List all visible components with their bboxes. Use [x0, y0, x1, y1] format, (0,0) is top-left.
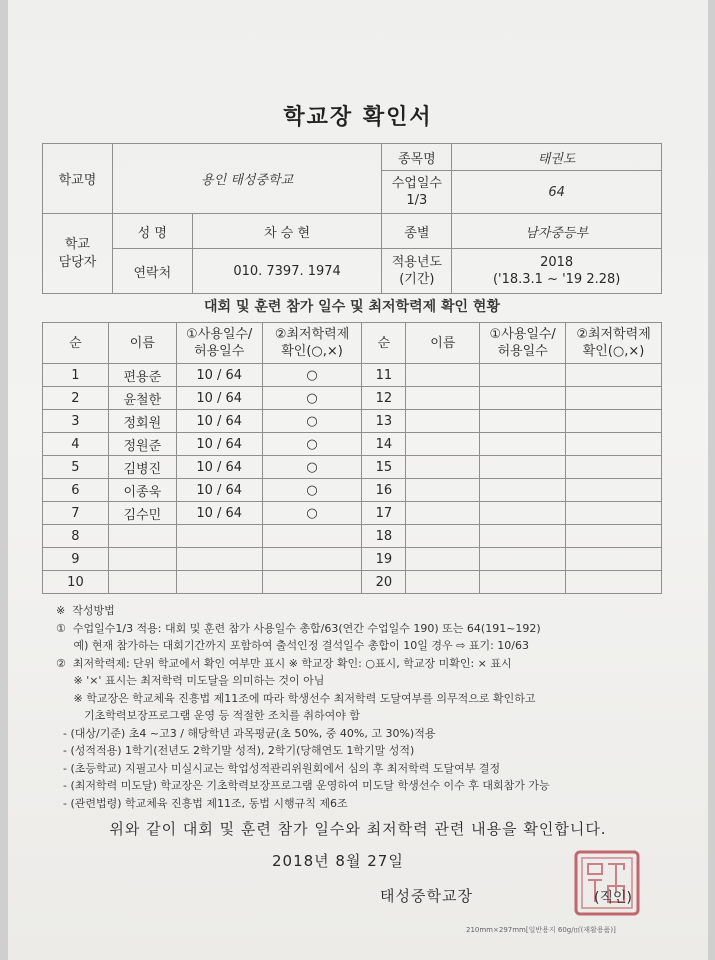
row-mark-2 — [566, 525, 662, 548]
roster-subtitle: 대회 및 훈련 참가 일수 및 최저학력제 확인 현황 — [204, 299, 500, 315]
roster-header-row — [43, 323, 662, 364]
row-name: 윤철한 — [108, 387, 176, 410]
official-seal-icon — [570, 848, 660, 920]
category-value: 남자중등부 — [452, 214, 662, 249]
table-row — [43, 433, 662, 456]
confirmation-statement: 위와 같이 대회 및 훈련 참가 일수와 최저학력 관련 내용을 확인합니다. — [109, 820, 607, 838]
row-no-2: 17 — [362, 502, 406, 525]
seal-label: (직인) — [594, 890, 632, 906]
row-no: 4 — [43, 433, 109, 456]
note-line: ※ '×' 표시는 최저학력 미도달을 의미하는 것이 아님 — [56, 674, 325, 687]
row-no: 8 — [43, 525, 109, 548]
period-value: 2018 ('18.3.1 ~ '19 2.28) — [452, 249, 662, 294]
contact-value: 010. 7397. 1974 — [192, 249, 382, 294]
note-line: ※ 학교장은 학교체육 진흥법 제11조에 따라 학생선수 최저학력 도달여부를 의무적으로 확인하고 — [56, 691, 536, 705]
row-no: 5 — [43, 456, 109, 479]
table-row — [43, 548, 662, 571]
row-mark: ○ — [262, 502, 362, 525]
note-line: 기초학력보장프로그램 운영 등 적절한 조치를 취하여야 함 — [56, 709, 360, 722]
row-days-2 — [480, 456, 566, 479]
row-name — [108, 548, 176, 571]
period-label: 적용년도 (기간) — [382, 249, 452, 294]
row-name-2 — [406, 387, 480, 410]
table-row — [43, 456, 662, 479]
row-mark: ○ — [262, 479, 362, 502]
row-days-2 — [480, 387, 566, 410]
issue-date: 2018년 8월 27일 — [272, 852, 404, 870]
row-name-2 — [406, 525, 480, 548]
row-no-2: 18 — [362, 525, 406, 548]
row-days-2 — [480, 410, 566, 433]
row-days — [176, 525, 262, 548]
row-days: 10 / 64 — [176, 433, 262, 456]
header-min: ②최저학력제 확인(○,×) — [262, 323, 362, 364]
note-line: - (대상/기준) 초4 ~고3 / 해당학년 과목평균(초 50%, 중 40%, 고 30%)적용 — [56, 726, 436, 740]
row-no: 10 — [43, 571, 109, 594]
row-mark-2 — [566, 456, 662, 479]
row-days-2 — [480, 548, 566, 571]
row-mark-2 — [566, 548, 662, 571]
row-no-2: 13 — [362, 410, 406, 433]
row-name: 김병진 — [108, 456, 176, 479]
row-mark: ○ — [262, 364, 362, 387]
header-name: 이름 — [108, 323, 176, 364]
row-no-2: 12 — [362, 387, 406, 410]
row-days: 10 / 64 — [176, 456, 262, 479]
row-name-2 — [406, 502, 480, 525]
row-no-2: 19 — [362, 548, 406, 571]
row-no-2: 15 — [362, 456, 406, 479]
note-line: ※ 작성방법 — [56, 604, 115, 617]
row-mark-2 — [566, 479, 662, 502]
row-no: 9 — [43, 548, 109, 571]
row-mark — [262, 571, 362, 594]
table-row — [43, 502, 662, 525]
row-no-2: 16 — [362, 479, 406, 502]
row-name-2 — [406, 479, 480, 502]
row-days-2 — [480, 571, 566, 594]
row-no: 7 — [43, 502, 109, 525]
row-mark: ○ — [262, 433, 362, 456]
header-name-2: 이름 — [406, 323, 480, 364]
table-row — [43, 479, 662, 502]
row-mark: ○ — [262, 410, 362, 433]
school-label: 학교명 — [43, 144, 113, 214]
row-mark — [262, 548, 362, 571]
row-no-2: 14 — [362, 433, 406, 456]
note-line: ① 수업일수1/3 적용: 대회 및 훈련 참가 사용일수 총합/63(연간 수업일수 190) 또는 64(191~192) — [56, 621, 541, 635]
row-days: 10 / 64 — [176, 387, 262, 410]
row-name-2 — [406, 571, 480, 594]
school-value: 용인 태성중학교 — [112, 144, 382, 214]
row-name-2 — [406, 548, 480, 571]
document-title: 학교장 확인서 — [283, 105, 433, 130]
days-value: 64 — [452, 171, 662, 214]
row-no: 6 — [43, 479, 109, 502]
document-page — [8, 0, 708, 960]
sport-value: 태권도 — [452, 144, 662, 171]
instructions-notes — [56, 602, 676, 812]
row-name-2 — [406, 456, 480, 479]
table-row — [43, 410, 662, 433]
row-days-2 — [480, 364, 566, 387]
name-value: 차 승 현 — [192, 214, 382, 249]
sport-label: 종목명 — [382, 144, 452, 171]
row-mark-2 — [566, 433, 662, 456]
note-line: - (관련법령) 학교체육 진흥법 제11조, 동법 시행규칙 제6조 — [56, 796, 348, 810]
row-mark-2 — [566, 502, 662, 525]
row-no: 2 — [43, 387, 109, 410]
header-min-2: ②최저학력제 확인(○,×) — [566, 323, 662, 364]
row-days: 10 / 64 — [176, 502, 262, 525]
row-days: 10 / 64 — [176, 410, 262, 433]
row-days-2 — [480, 502, 566, 525]
row-name: 이종욱 — [108, 479, 176, 502]
note-line: 예) 현재 참가하는 대회기간까지 포함하여 출석인정 결석일수 총합이 10일 경우 ⇨ 표기: 10/63 — [56, 639, 530, 652]
row-no-2: 11 — [362, 364, 406, 387]
row-mark — [262, 525, 362, 548]
note-line: - (초등학교) 지필고사 미실시교는 학업성적관리위원회에서 심의 후 최저학력 도달여부 결정 — [56, 761, 501, 775]
row-no: 3 — [43, 410, 109, 433]
days-label: 수업일수 1/3 — [382, 171, 452, 214]
roster-table — [42, 322, 662, 594]
row-no: 1 — [43, 364, 109, 387]
row-mark: ○ — [262, 456, 362, 479]
row-name — [108, 525, 176, 548]
header-days-2: ①사용일수/ 허용일수 — [480, 323, 566, 364]
note-line: ② 최저학력제: 단위 학교에서 확인 여부만 표시 ※ 학교장 확인: ○표시, 학교장 미확인: × 표시 — [56, 656, 512, 670]
row-days: 10 / 64 — [176, 364, 262, 387]
row-name — [108, 571, 176, 594]
row-name-2 — [406, 410, 480, 433]
row-days-2 — [480, 433, 566, 456]
table-row — [43, 525, 662, 548]
table-row — [43, 387, 662, 410]
row-days — [176, 571, 262, 594]
table-row — [43, 364, 662, 387]
paper-spec: 210mm×297mm[일반용지 60g/㎡(재활용품)] — [466, 926, 616, 934]
row-name: 편용준 — [108, 364, 176, 387]
row-name-2 — [406, 433, 480, 456]
row-name: 김수민 — [108, 502, 176, 525]
header-no: 순 — [43, 323, 109, 364]
note-line: - (성적적용) 1학기(전년도 2학기말 성적), 2학기(당해연도 1학기말 성적) — [56, 744, 415, 757]
row-mark-2 — [566, 410, 662, 433]
manager-label: 학교 담당자 — [43, 214, 113, 294]
row-mark-2 — [566, 571, 662, 594]
row-mark-2 — [566, 364, 662, 387]
row-name: 정회원 — [108, 410, 176, 433]
header-no-2: 순 — [362, 323, 406, 364]
name-label: 성 명 — [112, 214, 192, 249]
contact-label: 연락처 — [112, 249, 192, 294]
row-days: 10 / 64 — [176, 479, 262, 502]
note-line: - (최저학력 미도달) 학교장은 기초학력보장프로그램 운영하여 미도달 학생선수 이수 후 대회참가 가능 — [56, 779, 550, 792]
row-mark: ○ — [262, 387, 362, 410]
row-days — [176, 548, 262, 571]
header-days: ①사용일수/ 허용일수 — [176, 323, 262, 364]
school-info-table — [42, 143, 662, 294]
category-label: 종별 — [382, 214, 452, 249]
row-days-2 — [480, 525, 566, 548]
principal-signature-line: 태성중학교장 — [380, 887, 473, 905]
row-days-2 — [480, 479, 566, 502]
row-no-2: 20 — [362, 571, 406, 594]
table-row — [43, 571, 662, 594]
row-mark-2 — [566, 387, 662, 410]
row-name: 정원준 — [108, 433, 176, 456]
row-name-2 — [406, 364, 480, 387]
